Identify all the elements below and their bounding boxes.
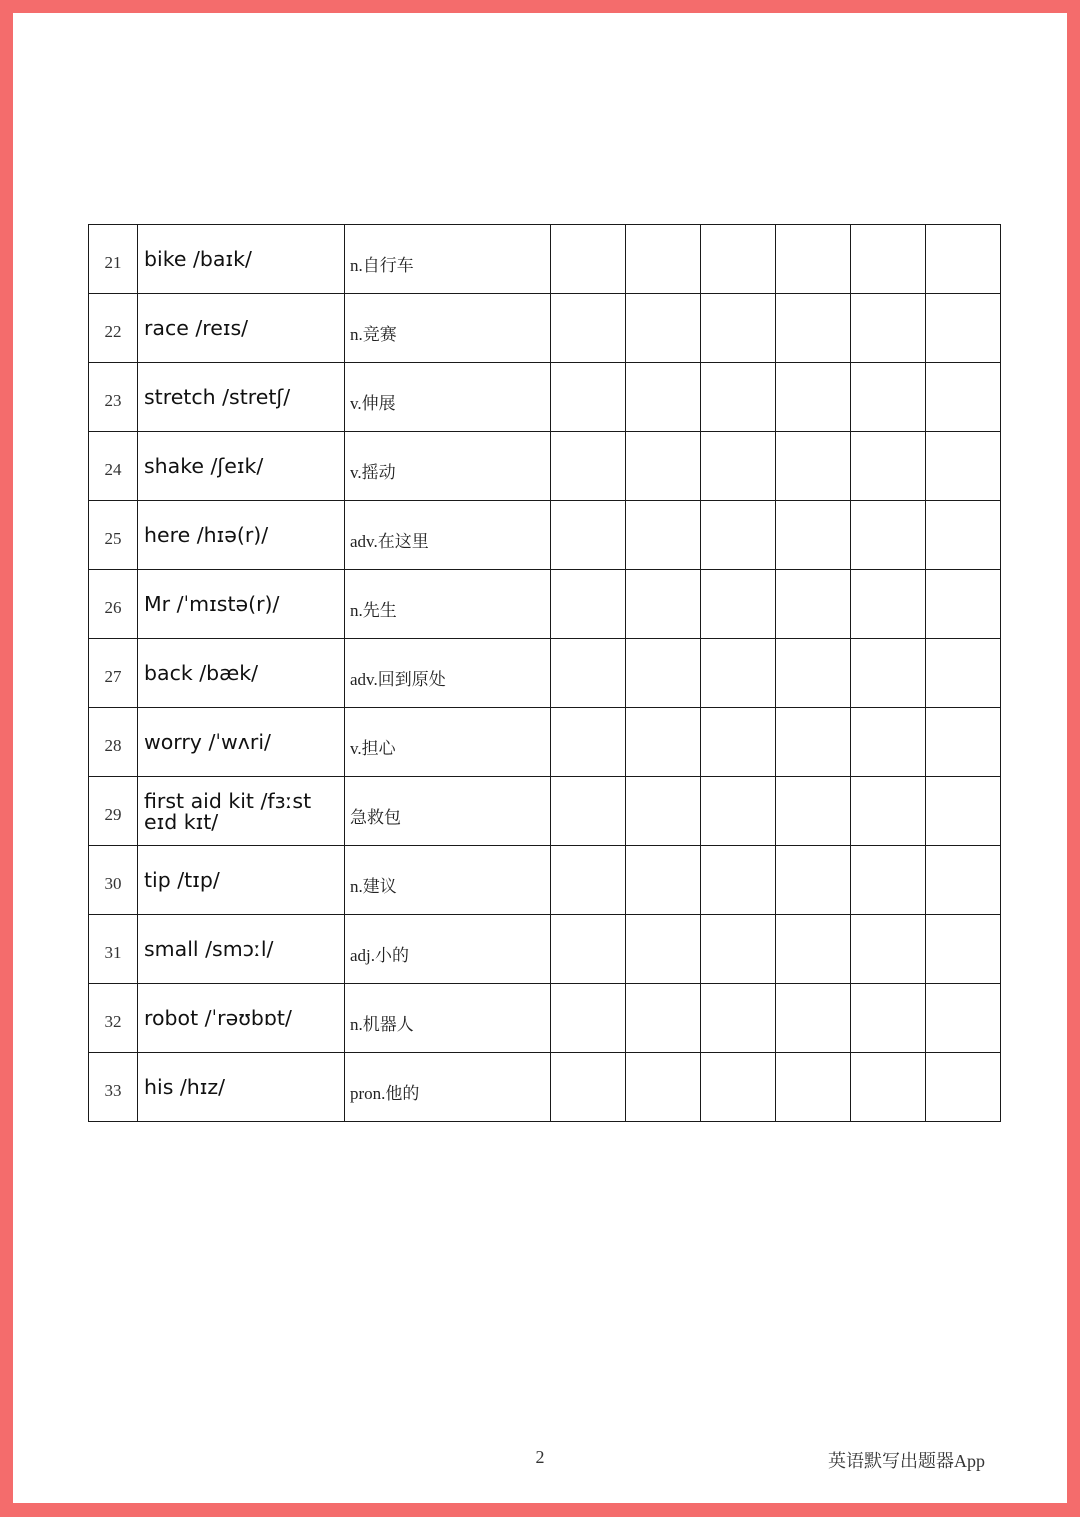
row-number: 21: [89, 225, 138, 294]
practice-blank-cell[interactable]: [851, 225, 926, 294]
page-number: 2: [535, 1447, 545, 1467]
practice-blank-cell[interactable]: [626, 363, 701, 432]
practice-blank-cell[interactable]: [776, 294, 851, 363]
practice-blank-cell[interactable]: [851, 708, 926, 777]
table-row: [89, 1053, 1001, 1122]
word-meaning: n.先生: [345, 570, 551, 639]
word-with-phonetic: his /hɪz/: [138, 1053, 345, 1122]
row-number: 29: [89, 777, 138, 846]
practice-blank-cell[interactable]: [851, 984, 926, 1053]
practice-blank-cell[interactable]: [551, 1053, 626, 1122]
table-row: [89, 363, 1001, 432]
table-row: [89, 984, 1001, 1053]
practice-blank-cell[interactable]: [776, 846, 851, 915]
practice-blank-cell[interactable]: [851, 294, 926, 363]
practice-blank-cell[interactable]: [626, 294, 701, 363]
practice-blank-cell[interactable]: [776, 363, 851, 432]
practice-blank-cell[interactable]: [851, 1053, 926, 1122]
word-with-phonetic: tip /tɪp/: [138, 846, 345, 915]
word-with-phonetic: race /reɪs/: [138, 294, 345, 363]
table-row: [89, 708, 1001, 777]
practice-blank-cell[interactable]: [926, 1053, 1001, 1122]
table-row: [89, 501, 1001, 570]
table-row: [89, 777, 1001, 846]
word-meaning: adv.回到原处: [345, 639, 551, 708]
row-number: 22: [89, 294, 138, 363]
row-number: 31: [89, 915, 138, 984]
practice-blank-cell[interactable]: [851, 777, 926, 846]
practice-blank-cell[interactable]: [851, 501, 926, 570]
word-with-phonetic: small /smɔːl/: [138, 915, 345, 984]
practice-blank-cell[interactable]: [776, 1053, 851, 1122]
practice-blank-cell[interactable]: [926, 570, 1001, 639]
row-number: 30: [89, 846, 138, 915]
row-number: 28: [89, 708, 138, 777]
practice-blank-cell[interactable]: [926, 639, 1001, 708]
word-meaning: adj.小的: [345, 915, 551, 984]
practice-blank-cell[interactable]: [926, 777, 1001, 846]
practice-blank-cell[interactable]: [701, 570, 776, 639]
practice-blank-cell[interactable]: [626, 225, 701, 294]
practice-blank-cell[interactable]: [851, 363, 926, 432]
word-with-phonetic: first aid kit /fɜːst eɪd kɪt/: [138, 777, 345, 846]
word-meaning: v.伸展: [345, 363, 551, 432]
practice-blank-cell[interactable]: [701, 363, 776, 432]
practice-blank-cell[interactable]: [551, 708, 626, 777]
practice-blank-cell[interactable]: [626, 846, 701, 915]
practice-blank-cell[interactable]: [626, 708, 701, 777]
practice-blank-cell[interactable]: [626, 777, 701, 846]
practice-blank-cell[interactable]: [776, 570, 851, 639]
practice-blank-cell[interactable]: [551, 501, 626, 570]
practice-blank-cell[interactable]: [551, 846, 626, 915]
table-row: [89, 225, 1001, 294]
word-meaning: v.摇动: [345, 432, 551, 501]
practice-blank-cell[interactable]: [626, 501, 701, 570]
practice-blank-cell[interactable]: [626, 1053, 701, 1122]
table-row: [89, 846, 1001, 915]
word-with-phonetic: robot /ˈrəʊbɒt/: [138, 984, 345, 1053]
practice-blank-cell[interactable]: [701, 639, 776, 708]
row-number: 33: [89, 1053, 138, 1122]
word-with-phonetic: worry /ˈwʌri/: [138, 708, 345, 777]
word-with-phonetic: bike /baɪk/: [138, 225, 345, 294]
practice-blank-cell[interactable]: [776, 708, 851, 777]
practice-blank-cell[interactable]: [701, 708, 776, 777]
practice-blank-cell[interactable]: [551, 915, 626, 984]
row-number: 32: [89, 984, 138, 1053]
footer-brand: 英语默写出题器App: [828, 1451, 985, 1471]
practice-blank-cell[interactable]: [701, 1053, 776, 1122]
practice-blank-cell[interactable]: [851, 432, 926, 501]
practice-blank-cell[interactable]: [701, 777, 776, 846]
practice-blank-cell[interactable]: [701, 294, 776, 363]
table-row: [89, 915, 1001, 984]
word-with-phonetic: shake /ʃeɪk/: [138, 432, 345, 501]
row-number: 23: [89, 363, 138, 432]
word-meaning: n.竞赛: [345, 294, 551, 363]
practice-blank-cell[interactable]: [626, 984, 701, 1053]
word-with-phonetic: here /hɪə(r)/: [138, 501, 345, 570]
practice-blank-cell[interactable]: [776, 639, 851, 708]
vocabulary-table: [88, 224, 1001, 1122]
practice-blank-cell[interactable]: [776, 225, 851, 294]
practice-blank-cell[interactable]: [926, 294, 1001, 363]
practice-blank-cell[interactable]: [551, 363, 626, 432]
practice-blank-cell[interactable]: [851, 570, 926, 639]
practice-blank-cell[interactable]: [926, 432, 1001, 501]
word-with-phonetic: back /bæk/: [138, 639, 345, 708]
practice-blank-cell[interactable]: [926, 708, 1001, 777]
practice-blank-cell[interactable]: [926, 846, 1001, 915]
practice-blank-cell[interactable]: [776, 432, 851, 501]
table-row: [89, 294, 1001, 363]
practice-blank-cell[interactable]: [851, 915, 926, 984]
practice-blank-cell[interactable]: [551, 777, 626, 846]
practice-blank-cell[interactable]: [701, 432, 776, 501]
practice-blank-cell[interactable]: [926, 501, 1001, 570]
practice-blank-cell[interactable]: [551, 639, 626, 708]
table-row: [89, 432, 1001, 501]
practice-blank-cell[interactable]: [701, 846, 776, 915]
practice-blank-cell[interactable]: [701, 915, 776, 984]
practice-blank-cell[interactable]: [551, 225, 626, 294]
table-row: [89, 570, 1001, 639]
practice-blank-cell[interactable]: [926, 915, 1001, 984]
practice-blank-cell[interactable]: [926, 984, 1001, 1053]
word-meaning: v.担心: [345, 708, 551, 777]
word-meaning: n.自行车: [345, 225, 551, 294]
practice-blank-cell[interactable]: [851, 639, 926, 708]
practice-blank-cell[interactable]: [926, 225, 1001, 294]
word-meaning: n.机器人: [345, 984, 551, 1053]
practice-blank-cell[interactable]: [626, 639, 701, 708]
practice-blank-cell[interactable]: [776, 501, 851, 570]
practice-blank-cell[interactable]: [626, 570, 701, 639]
word-meaning: 急救包: [345, 777, 551, 846]
practice-blank-cell[interactable]: [626, 432, 701, 501]
practice-blank-cell[interactable]: [701, 501, 776, 570]
table-row: [89, 639, 1001, 708]
practice-blank-cell[interactable]: [926, 363, 1001, 432]
practice-blank-cell[interactable]: [701, 225, 776, 294]
word-meaning: n.建议: [345, 846, 551, 915]
practice-blank-cell[interactable]: [851, 846, 926, 915]
word-meaning: pron.他的: [345, 1053, 551, 1122]
practice-blank-cell[interactable]: [551, 570, 626, 639]
row-number: 27: [89, 639, 138, 708]
practice-blank-cell[interactable]: [776, 777, 851, 846]
word-meaning: adv.在这里: [345, 501, 551, 570]
practice-blank-cell[interactable]: [551, 984, 626, 1053]
practice-blank-cell[interactable]: [701, 984, 776, 1053]
row-number: 26: [89, 570, 138, 639]
practice-blank-cell[interactable]: [626, 915, 701, 984]
practice-blank-cell[interactable]: [776, 915, 851, 984]
row-number: 24: [89, 432, 138, 501]
practice-blank-cell[interactable]: [776, 984, 851, 1053]
practice-blank-cell[interactable]: [551, 432, 626, 501]
row-number: 25: [89, 501, 138, 570]
practice-blank-cell[interactable]: [551, 294, 626, 363]
word-with-phonetic: stretch /stretʃ/: [138, 363, 345, 432]
word-with-phonetic: Mr /ˈmɪstə(r)/: [138, 570, 345, 639]
